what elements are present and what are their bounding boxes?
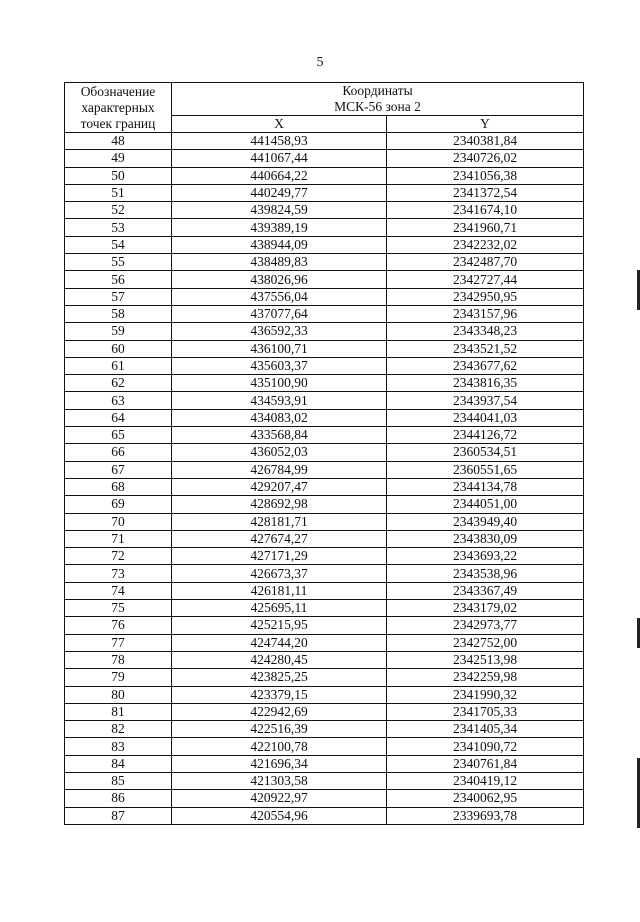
table-row bbox=[65, 409, 584, 426]
table-row bbox=[65, 772, 584, 789]
table-row bbox=[65, 271, 584, 288]
point-number-cell: 87 bbox=[65, 807, 172, 824]
y-coordinate-cell: 2343538,96 bbox=[387, 565, 584, 582]
point-number-cell: 82 bbox=[65, 721, 172, 738]
point-header-line-3: точек границ bbox=[80, 115, 156, 131]
x-coordinate-cell: 436100,71 bbox=[172, 340, 387, 357]
point-number-cell: 55 bbox=[65, 254, 172, 271]
point-number-cell: 74 bbox=[65, 582, 172, 599]
y-coordinate-cell: 2343367,49 bbox=[387, 582, 584, 599]
table-row bbox=[65, 167, 584, 184]
x-coordinate-cell: 440664,22 bbox=[172, 167, 387, 184]
x-column-header: X bbox=[172, 116, 387, 133]
point-number-cell: 57 bbox=[65, 288, 172, 305]
x-coordinate-cell: 435100,90 bbox=[172, 375, 387, 392]
point-number-cell: 78 bbox=[65, 651, 172, 668]
table-row bbox=[65, 184, 584, 201]
x-coordinate-cell: 423825,25 bbox=[172, 669, 387, 686]
table-row bbox=[65, 357, 584, 374]
point-number-cell: 61 bbox=[65, 357, 172, 374]
point-number-cell: 54 bbox=[65, 236, 172, 253]
point-number-cell: 64 bbox=[65, 409, 172, 426]
table-row bbox=[65, 530, 584, 547]
table-row bbox=[65, 461, 584, 478]
point-number-cell: 81 bbox=[65, 703, 172, 720]
y-coordinate-cell: 2341674,10 bbox=[387, 202, 584, 219]
x-coordinate-cell: 438489,83 bbox=[172, 254, 387, 271]
page-number: 5 bbox=[316, 55, 324, 70]
point-number-cell: 79 bbox=[65, 669, 172, 686]
y-coordinate-cell: 2339693,78 bbox=[387, 807, 584, 824]
table-row bbox=[65, 202, 584, 219]
table-row bbox=[65, 236, 584, 253]
point-number-cell: 51 bbox=[65, 184, 172, 201]
x-coordinate-cell: 426673,37 bbox=[172, 565, 387, 582]
x-coordinate-cell: 422942,69 bbox=[172, 703, 387, 720]
table-row bbox=[65, 219, 584, 236]
y-coordinate-cell: 2343949,40 bbox=[387, 513, 584, 530]
table-row bbox=[65, 548, 584, 565]
y-coordinate-cell: 2341090,72 bbox=[387, 738, 584, 755]
point-designation-header bbox=[65, 83, 172, 133]
y-coordinate-cell: 2342232,02 bbox=[387, 236, 584, 253]
table-row bbox=[65, 686, 584, 703]
x-coordinate-cell: 437077,64 bbox=[172, 305, 387, 322]
point-number-cell: 76 bbox=[65, 617, 172, 634]
x-coordinate-cell: 434593,91 bbox=[172, 392, 387, 409]
table-row bbox=[65, 634, 584, 651]
x-coordinate-cell: 439389,19 bbox=[172, 219, 387, 236]
table-row bbox=[65, 738, 584, 755]
y-column-header: Y bbox=[387, 116, 584, 133]
y-coordinate-cell: 2340419,12 bbox=[387, 772, 584, 789]
x-coordinate-cell: 438026,96 bbox=[172, 271, 387, 288]
point-number-cell: 53 bbox=[65, 219, 172, 236]
table-row bbox=[65, 617, 584, 634]
point-number-cell: 68 bbox=[65, 478, 172, 495]
y-coordinate-cell: 2343937,54 bbox=[387, 392, 584, 409]
y-coordinate-cell: 2343179,02 bbox=[387, 600, 584, 617]
table-row bbox=[65, 427, 584, 444]
x-coordinate-cell: 437556,04 bbox=[172, 288, 387, 305]
x-coordinate-cell: 428692,98 bbox=[172, 496, 387, 513]
y-coordinate-cell: 2343348,23 bbox=[387, 323, 584, 340]
table-row bbox=[65, 565, 584, 582]
x-coordinate-cell: 422100,78 bbox=[172, 738, 387, 755]
x-coordinate-cell: 421696,34 bbox=[172, 755, 387, 772]
table-row bbox=[65, 133, 584, 150]
table-row bbox=[65, 340, 584, 357]
y-coordinate-cell: 2342513,98 bbox=[387, 651, 584, 668]
x-coordinate-cell: 421303,58 bbox=[172, 772, 387, 789]
y-coordinate-cell: 2342973,77 bbox=[387, 617, 584, 634]
y-coordinate-cell: 2344051,00 bbox=[387, 496, 584, 513]
x-coordinate-cell: 429207,47 bbox=[172, 478, 387, 495]
point-number-cell: 66 bbox=[65, 444, 172, 461]
x-coordinate-cell: 426181,11 bbox=[172, 582, 387, 599]
y-coordinate-cell: 2342727,44 bbox=[387, 271, 584, 288]
x-coordinate-cell: 441067,44 bbox=[172, 150, 387, 167]
point-number-cell: 69 bbox=[65, 496, 172, 513]
point-number-cell: 62 bbox=[65, 375, 172, 392]
point-number-cell: 75 bbox=[65, 600, 172, 617]
y-coordinate-cell: 2343521,52 bbox=[387, 340, 584, 357]
table-header bbox=[65, 83, 584, 133]
x-coordinate-cell: 425695,11 bbox=[172, 600, 387, 617]
x-coordinate-cell: 435603,37 bbox=[172, 357, 387, 374]
table-body bbox=[65, 133, 584, 825]
x-coordinate-cell: 433568,84 bbox=[172, 427, 387, 444]
point-number-cell: 50 bbox=[65, 167, 172, 184]
point-number-cell: 85 bbox=[65, 772, 172, 789]
y-coordinate-cell: 2343816,35 bbox=[387, 375, 584, 392]
point-header-line-2: характерных bbox=[81, 99, 155, 115]
y-coordinate-cell: 2342259,98 bbox=[387, 669, 584, 686]
point-number-cell: 58 bbox=[65, 305, 172, 322]
x-coordinate-cell: 441458,93 bbox=[172, 133, 387, 150]
table-row bbox=[65, 651, 584, 668]
y-coordinate-cell: 2341372,54 bbox=[387, 184, 584, 201]
y-coordinate-cell: 2343830,09 bbox=[387, 530, 584, 547]
table-row bbox=[65, 323, 584, 340]
point-number-cell: 52 bbox=[65, 202, 172, 219]
x-coordinate-cell: 436592,33 bbox=[172, 323, 387, 340]
y-coordinate-cell: 2344041,03 bbox=[387, 409, 584, 426]
coordinates-header bbox=[172, 83, 584, 116]
point-number-cell: 70 bbox=[65, 513, 172, 530]
coordinates-table bbox=[64, 82, 584, 825]
table-row bbox=[65, 513, 584, 530]
x-coordinate-cell: 434083,02 bbox=[172, 409, 387, 426]
x-coordinate-cell: 438944,09 bbox=[172, 236, 387, 253]
x-coordinate-cell: 427674,27 bbox=[172, 530, 387, 547]
table-row bbox=[65, 582, 584, 599]
x-coordinate-cell: 440249,77 bbox=[172, 184, 387, 201]
y-coordinate-cell: 2341960,71 bbox=[387, 219, 584, 236]
table-row bbox=[65, 600, 584, 617]
point-number-cell: 72 bbox=[65, 548, 172, 565]
y-coordinate-cell: 2340062,95 bbox=[387, 790, 584, 807]
y-coordinate-cell: 2360551,65 bbox=[387, 461, 584, 478]
x-coordinate-cell: 425215,95 bbox=[172, 617, 387, 634]
point-number-cell: 48 bbox=[65, 133, 172, 150]
y-coordinate-cell: 2340381,84 bbox=[387, 133, 584, 150]
point-number-cell: 65 bbox=[65, 427, 172, 444]
table-row bbox=[65, 703, 584, 720]
x-coordinate-cell: 424280,45 bbox=[172, 651, 387, 668]
y-coordinate-cell: 2344126,72 bbox=[387, 427, 584, 444]
table-row bbox=[65, 496, 584, 513]
x-coordinate-cell: 427171,29 bbox=[172, 548, 387, 565]
y-coordinate-cell: 2343157,96 bbox=[387, 305, 584, 322]
table-row bbox=[65, 375, 584, 392]
x-coordinate-cell: 428181,71 bbox=[172, 513, 387, 530]
x-coordinate-cell: 426784,99 bbox=[172, 461, 387, 478]
x-coordinate-cell: 423379,15 bbox=[172, 686, 387, 703]
point-number-cell: 77 bbox=[65, 634, 172, 651]
point-number-cell: 49 bbox=[65, 150, 172, 167]
table-row bbox=[65, 807, 584, 824]
point-number-cell: 86 bbox=[65, 790, 172, 807]
x-coordinate-cell: 422516,39 bbox=[172, 721, 387, 738]
table-row bbox=[65, 150, 584, 167]
y-coordinate-cell: 2341405,34 bbox=[387, 721, 584, 738]
point-number-cell: 60 bbox=[65, 340, 172, 357]
point-number-cell: 67 bbox=[65, 461, 172, 478]
point-number-cell: 80 bbox=[65, 686, 172, 703]
point-number-cell: 59 bbox=[65, 323, 172, 340]
point-number-cell: 56 bbox=[65, 271, 172, 288]
y-coordinate-cell: 2340726,02 bbox=[387, 150, 584, 167]
point-number-cell: 84 bbox=[65, 755, 172, 772]
x-coordinate-cell: 420922,97 bbox=[172, 790, 387, 807]
table-row bbox=[65, 254, 584, 271]
table-row bbox=[65, 392, 584, 409]
table-row bbox=[65, 790, 584, 807]
x-coordinate-cell: 436052,03 bbox=[172, 444, 387, 461]
y-coordinate-cell: 2344134,78 bbox=[387, 478, 584, 495]
table-row bbox=[65, 288, 584, 305]
point-number-cell: 71 bbox=[65, 530, 172, 547]
y-coordinate-cell: 2342950,95 bbox=[387, 288, 584, 305]
table-row bbox=[65, 721, 584, 738]
y-coordinate-cell: 2341705,33 bbox=[387, 703, 584, 720]
table-row bbox=[65, 669, 584, 686]
y-coordinate-cell: 2343693,22 bbox=[387, 548, 584, 565]
point-number-cell: 83 bbox=[65, 738, 172, 755]
y-coordinate-cell: 2341990,32 bbox=[387, 686, 584, 703]
point-number-cell: 63 bbox=[65, 392, 172, 409]
y-coordinate-cell: 2341056,38 bbox=[387, 167, 584, 184]
table-row bbox=[65, 305, 584, 322]
coordinates-header-line-2: МСК-56 зона 2 bbox=[334, 99, 421, 114]
x-coordinate-cell: 420554,96 bbox=[172, 807, 387, 824]
y-coordinate-cell: 2360534,51 bbox=[387, 444, 584, 461]
table-row bbox=[65, 755, 584, 772]
y-coordinate-cell: 2342752,00 bbox=[387, 634, 584, 651]
y-coordinate-cell: 2343677,62 bbox=[387, 357, 584, 374]
y-coordinate-cell: 2340761,84 bbox=[387, 755, 584, 772]
x-coordinate-cell: 439824,59 bbox=[172, 202, 387, 219]
point-header-line-1: Обозначение bbox=[80, 83, 156, 99]
table-row bbox=[65, 478, 584, 495]
point-number-cell: 73 bbox=[65, 565, 172, 582]
x-coordinate-cell: 424744,20 bbox=[172, 634, 387, 651]
coordinates-header-line-1: Координаты bbox=[342, 83, 413, 98]
y-coordinate-cell: 2342487,70 bbox=[387, 254, 584, 271]
table-row bbox=[65, 444, 584, 461]
